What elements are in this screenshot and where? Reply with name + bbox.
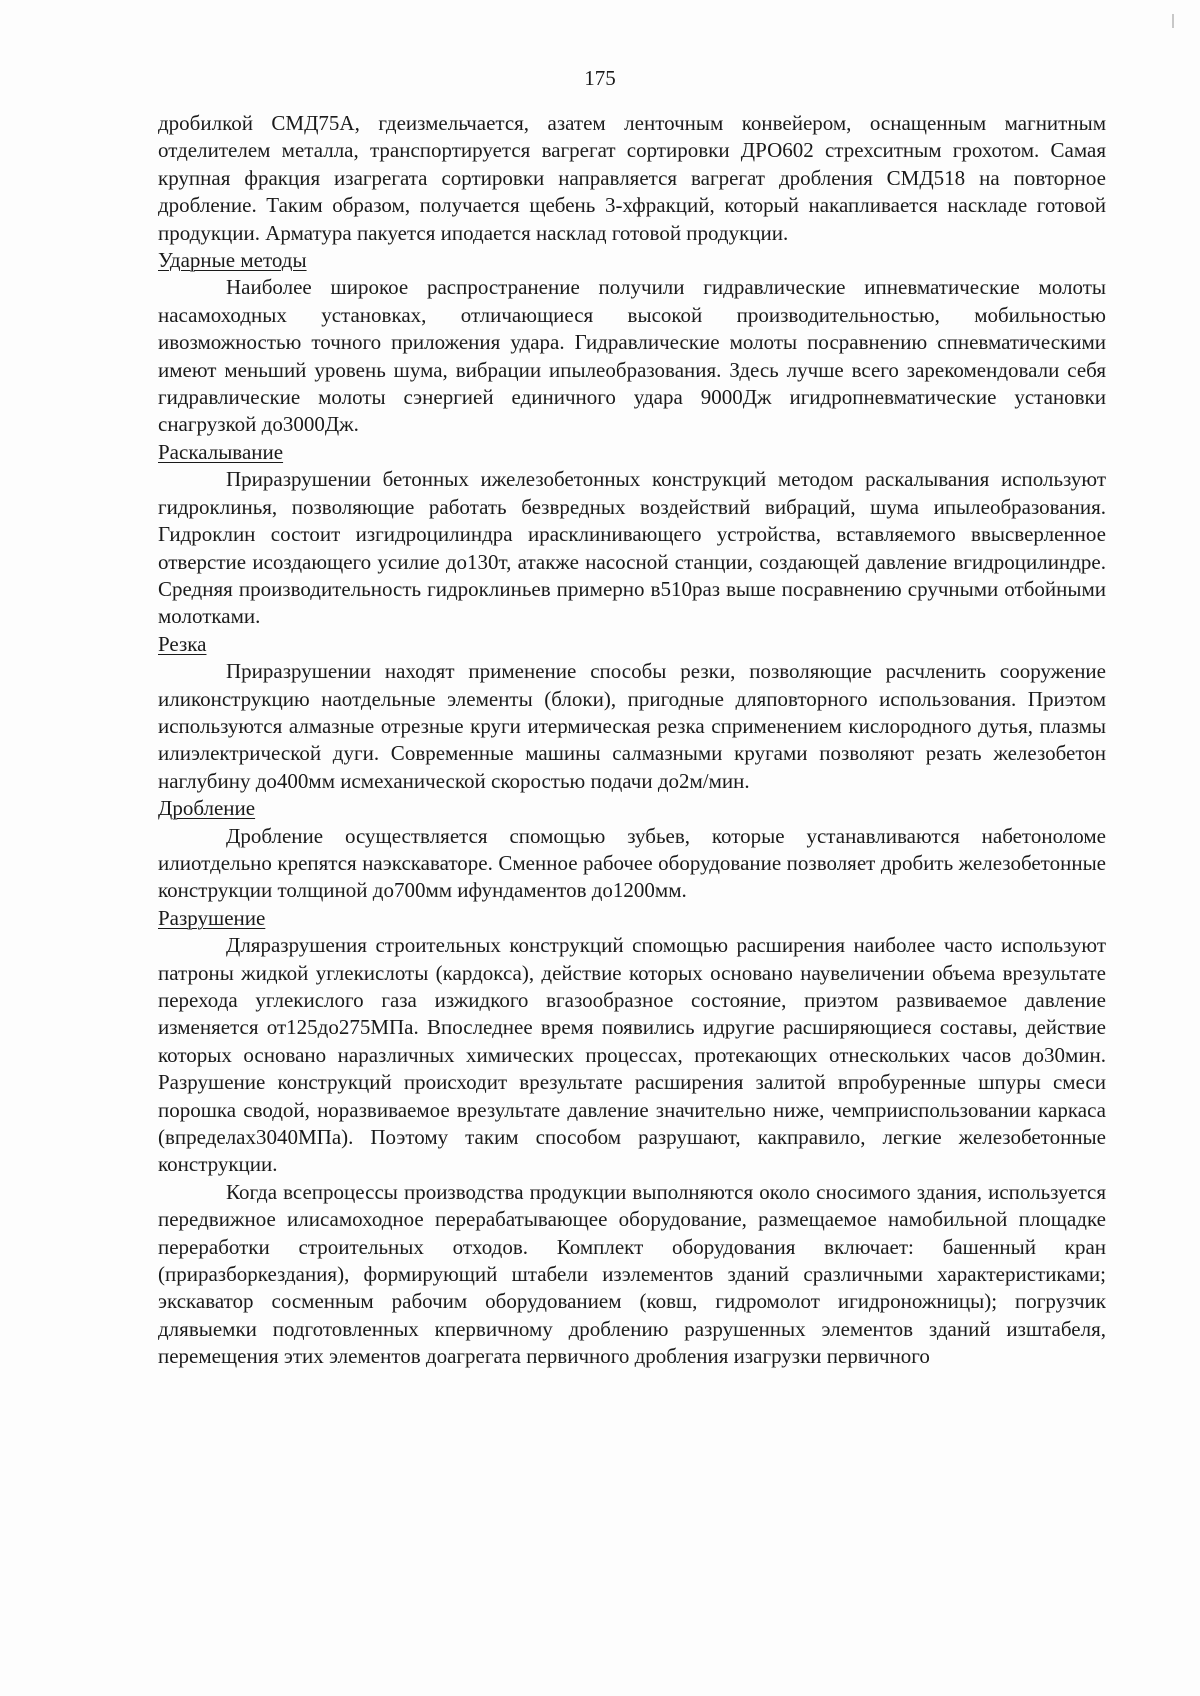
section-text-splitting: Приразрушении бетонных ижелезобетонных конструкций методом раскалывания используют гидроклинья, позволяющие работать безвредных воздействий вибраций, шума ипылеобразования. Гидроклин состоит изгидроцилиндра ирасклинивающего устройства, вставляемого ввысверленное отверстие исоздающего усилие до130т, атакже насосной станции, создающей давление вгидроцилиндре. Средняя производительность гидроклиньев примерно в510раз выше посравнению сручными отбойными молотками.	[158, 467, 1106, 629]
section-text-crushing: Дробление осуществляется спомощью зубьев, которые устанавливаются набетоноломе илиотдельно крепятся наэкскаваторе. Сменное рабочее оборудование позволяет дробить железобетонные конструкции толщиной до700мм ифундаментов до1200мм.	[158, 823, 1106, 903]
section-text-impact-methods: Наиболее широкое распространение получили гидравлические ипневматические молоты насамоходных установках, отличающиеся высокой производительностью, мобильностью ивозможностью точного приложения удара. Гидравлические молоты посравнению спневматическими имеют меньший уровень шума, вибрации ипылеобразования. Здесь лучше всего зарекомендовали себя гидравлические молоты сэнергией единичного удара 9000Дж игидропневматические установки снагрузкой до3000Дж.	[158, 275, 1106, 437]
section-heading-destruction: Разрушение	[158, 905, 266, 930]
scan-edge-mark	[1172, 14, 1174, 28]
section-text-destruction: Дляразрушения строительных конструкций спомощью расширения наиболее часто используют патроны жидкой углекислоты (кардокса), действие которых основано наувеличении объема врезультате перехода углекислого газа изжидкого вгазообразное состояние, приэтом развиваемое давление изменяется от125до275МПа. Впоследнее время появились идругие расширяющиеся составы, действие которых основано наразличных химических процессах, протекающих отнескольких часов до30мин. Разрушение конструкций происходит врезультате расширения залитой впробуренные шпуры смеси порошка сводой, норазвиваемое врезультате давление значительно ниже, чемприиспользовании каркаса (впределах3040МПа). Поэтому таким способом разрушают, какправило, легкие железобетонные конструкции.	[158, 933, 1106, 1177]
section-heading-cutting: Резка	[158, 631, 207, 656]
page-number: 175	[584, 66, 616, 90]
section-heading-splitting: Раскалывание	[158, 439, 284, 464]
intro-paragraph: дробилкой СМД75А, гдеизмельчается, азатем ленточным конвейером, оснащенным магнитным отделителем металла, транспортируется вагрегат сортировки ДРО602 стрехситным грохотом. Самая крупная фракция изагрегата сортировки направляется вагрегат дробления СМД518 на повторное дробление. Таким образом, получается щебень 3-хфракций, который накапливается наскладе готовой продукции. Арматура пакуется иподается насклад готовой продукции.	[158, 111, 1106, 245]
section-heading-impact-methods: Ударные методы	[158, 248, 307, 273]
body-text	[158, 110, 1106, 1371]
closing-paragraph: Когда всепроцессы производства продукции выполняются около сносимого здания, используется передвижное илисамоходное перерабатывающее оборудование, размещаемое намобильной площадке переработки строительных отходов. Комплект оборудования включает: башенный кран (приразборкездания), формирующий штабели изэлементов зданий сразличными характеристиками; экскаватор сосменным рабочим оборудованием (ковш, гидромолот игидроножницы); погрузчик длявыемки подготовленных кпервичному дроблению разрушенных элементов зданий изштабеля, перемещения этих элементов доагрегата первичного дробления изагрузки первичного	[158, 1179, 1106, 1369]
section-heading-crushing: Дробление	[158, 796, 256, 821]
section-text-cutting: Приразрушении находят применение способы резки, позволяющие расчленить сооружение иликонструкцию наотдельные элементы (блоки), пригодные дляповторного использования. Приэтом используются алмазные отрезные круги итермическая резка сприменением кислородного дутья, плазмы илиэлектрической дуги. Современные машины салмазными кругами позволяют резать железобетон наглубину до400мм исмеханической скоростью подачи до2м/мин.	[158, 659, 1106, 793]
